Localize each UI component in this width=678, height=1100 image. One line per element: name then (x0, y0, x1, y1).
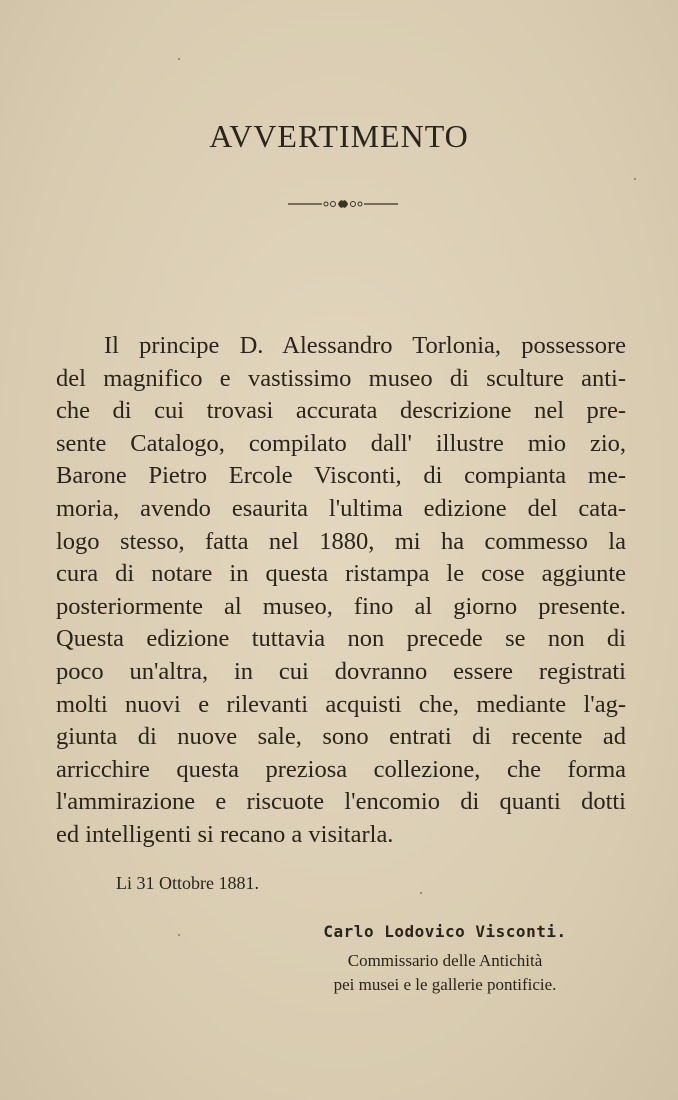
text-line: che di cui trovasi accurata descrizione nel pre- (56, 397, 626, 425)
signature-block (280, 922, 610, 997)
text-line: l'ammirazione e riscuote l'encomio di quanti dotti (56, 788, 626, 816)
signatory-name: Carlo Lodovico Visconti. (323, 922, 567, 941)
text-line: Barone Pietro Ercole Visconti, di compianta me- (56, 462, 626, 490)
paper-speck (178, 58, 180, 60)
text-line: logo stesso, fatta nel 1880, mi ha commesso la (56, 527, 626, 555)
text-line: posteriormente al museo, fino al giorno presente. (56, 592, 626, 620)
text-line: moria, avendo esaurita l'ultima edizione del cata- (56, 494, 626, 522)
text-line: molti nuovi e rilevanti acquisti che, mediante l'ag- (56, 690, 626, 718)
text-line: ed intelligenti si recano a visitarla. (56, 820, 394, 848)
dateline: Li 31 Ottobre 1881. (116, 873, 259, 893)
text-line: Il principe D. Alessandro Torlonia, possessore (104, 332, 626, 359)
paper-speck (634, 178, 636, 180)
paper-speck (420, 892, 422, 894)
text-line: del magnifico e vastissimo museo di sculture anti- (56, 364, 626, 392)
text-line: cura di notare in questa ristampa le cose aggiunte (56, 560, 626, 588)
text-line: poco un'altra, in cui dovranno essere registrati (56, 657, 626, 685)
signatory-role: Commissario delle Antichità (347, 951, 543, 970)
text-line: giunta di nuove sale, sono entrati di recente ad (56, 723, 626, 751)
text-line: arricchire questa preziosa collezione, che forma (56, 755, 626, 783)
text-line: Questa edizione tuttavia non precede se non di (56, 625, 626, 653)
notice-paragraph (56, 330, 626, 852)
signatory-office: pei musei e le gallerie pontificie. (333, 975, 557, 994)
typographic-ornament-icon (288, 196, 398, 212)
paper-speck (178, 934, 180, 936)
page-title: AVVERTIMENTO (209, 118, 469, 154)
text-line: sente Catalogo, compilato dall' illustre mio zio, (56, 429, 626, 457)
